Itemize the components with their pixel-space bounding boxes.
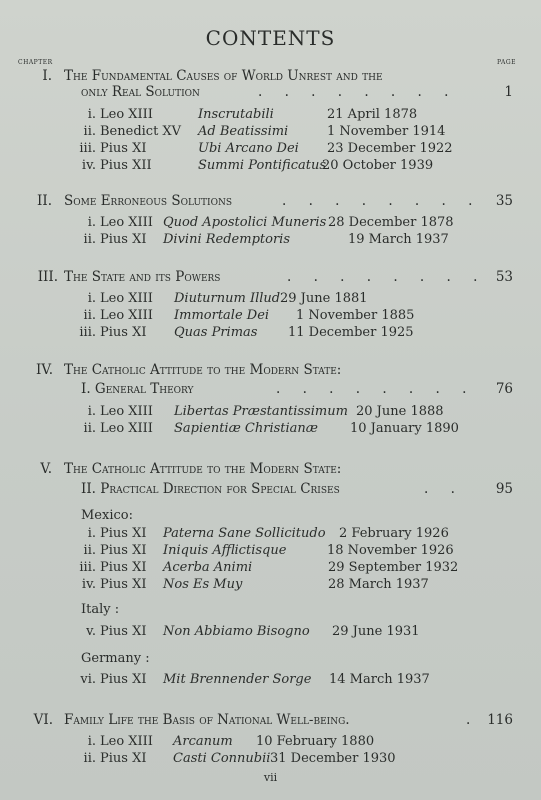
chapter-number: V. [40,461,52,477]
chapter-page-number: 1 [504,84,513,100]
leader-dots: . . . . . . . . [276,381,476,397]
chapter-page-number: 76 [495,381,513,397]
chapter-column-label: CHAPTER [18,59,53,66]
chapter-title-cont: II. Practical Direction for Special Crises [81,481,340,497]
chapter-page-number: 95 [495,481,513,497]
chapter-number: IV. [35,362,53,378]
page-folio: vii [263,771,278,784]
chapter-page-number: 116 [487,712,513,728]
chapter-page-number: 53 [495,269,513,285]
chapter-title: Family Life the Basis of National Well-being. [64,712,350,728]
chapter-title-cont: only Real Solution [81,84,200,100]
region-heading-italy: Italy : [81,602,120,617]
leader-dots: . . . . . . . . [287,269,487,285]
chapter-title: The State and its Powers [64,269,221,285]
leader-dots: . . . . . . . . [258,84,458,100]
chapter-title: The Catholic Attitude to the Modern State: [64,362,342,378]
chapter-page-number: 35 [495,193,513,209]
chapter-title: Some Erroneous Solutions [64,193,233,209]
leader-dots: . . . . . . . . [282,193,482,209]
region-heading-germany: Germany : [81,651,150,666]
chapter-title-cont: I. General Theory [81,381,194,397]
chapter-title: The Fundamental Causes of World Unrest and the [64,68,383,84]
chapter-title: The Catholic Attitude to the Modern State: [64,461,342,477]
page-column-label: PAGE [497,59,516,66]
chapter-number: II. [37,193,52,209]
chapter-number: I. [42,68,52,84]
chapter-number: III. [37,269,58,285]
region-heading-mexico: Mexico: [81,508,133,523]
contents-page: CONTENTS CHAPTER PAGE I. The Fundamental Causes of World Unrest and the only Real Solution . . . . . . . . 1 i. Leo XIII Inscrutabili 21 April 1878 ii. Benedict XV Ad Beatissimi 1 November 1914 iii. Pius XI Ubi Arcano Dei 23 December 1922 iv. Pius XII Summi Pontificatus 20 October 1939 II. Some Erroneous Solutions . . . . . . . . 35 i. Leo XIII Quod Apostolici Muneris 28 December 1878 ii. Pius XI Divini Redemptoris 19 March 1937 III. The State and its Powers . . . . . . . . 53 i. Leo XIII Diuturnum Illud 29 June 1881 ii. Leo XIII Immortale Dei 1 November 1885 iii. Pius XI Quas Primas 11 December 1925 IV. The Catholic Attitude to the Modern State: I. General Theory . . . . . . . . 76 i. Leo XIII Libertas Præstantissimum 20 June 1888 ii. Leo XIII Sapientiæ Christianæ 10 January 1890 V. The Catholic Attitude to the Modern State: II. Practical Direction for Special Crises . . 95 Mexico: i. Pius XI Paterna Sane Sollicitudo 2 February 1926 ii. Pius XI Iniquis Afflictisque 18 November 1926 iii. Pius XI Acerba Animi 29 September 1932 iv. Pius XI Nos Es Muy 28 March 1937 Italy : v. Pius XI Non Abbiamo Bisogno 29 June 1931 Germany : vi. Pius XI Mit Brennender Sorge 14 March 1937 VI. Family Life the Basis of National Well-being. . 116 i. Leo XIII Arcanum 10 February 1880 ii. Pius XI Casti Connubii 31 December 1930 vii [0,0,541,800]
leader-dots: . [466,712,480,728]
page-title: CONTENTS [205,26,336,50]
leader-dots: . . [424,481,464,497]
chapter-number: VI. [33,712,53,728]
